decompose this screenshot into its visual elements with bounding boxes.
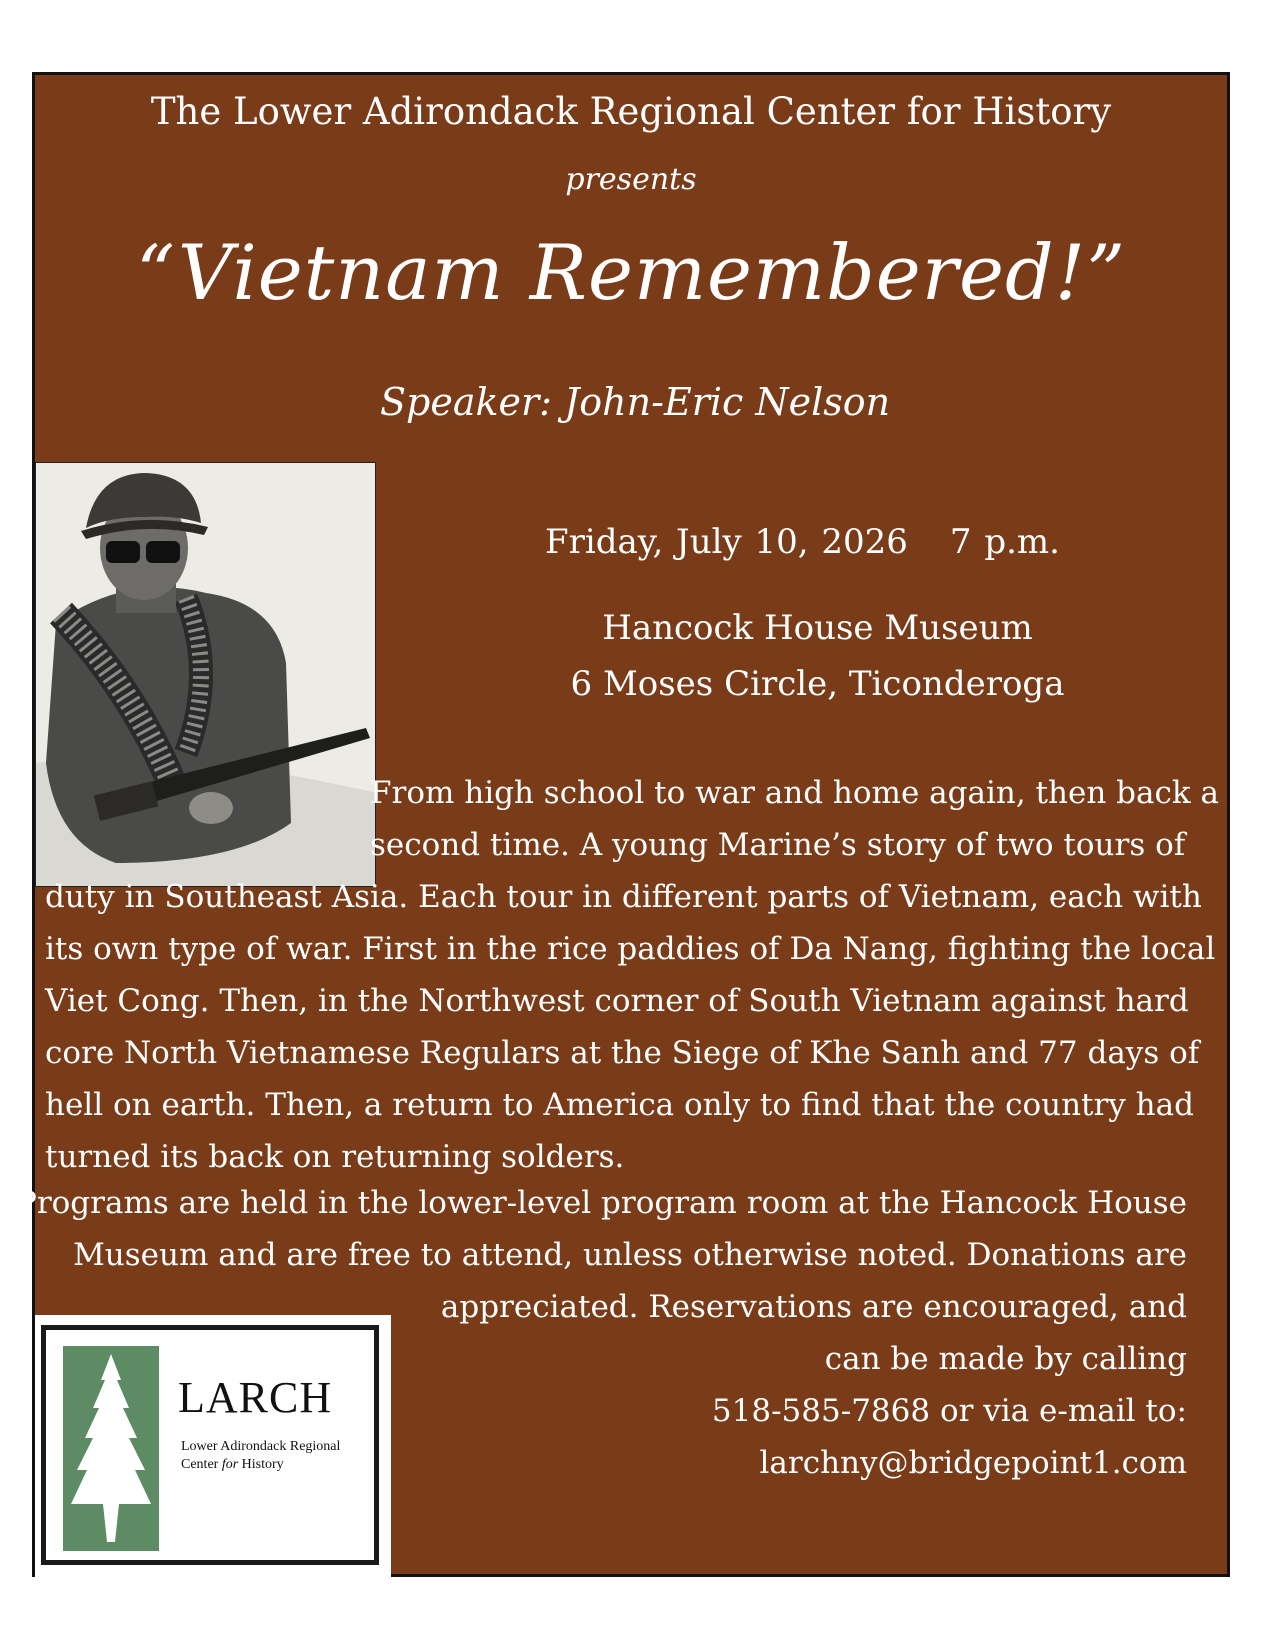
event-flyer bbox=[15, 72, 1230, 1577]
logo-subtitle-line-1: Lower Adirondack Regional bbox=[181, 1439, 341, 1454]
event-description bbox=[45, 767, 1225, 1183]
logo-sub-center: Center bbox=[181, 1457, 222, 1472]
speaker-line: Speaker: John-Eric Nelson bbox=[380, 380, 891, 424]
logo-sub-history: History bbox=[238, 1457, 284, 1472]
contact-email[interactable]: larchny@bridgepoint1.com bbox=[759, 1445, 1187, 1481]
tree-icon bbox=[63, 1346, 159, 1551]
event-time: 7 p.m. bbox=[949, 522, 1060, 562]
logo-frame bbox=[41, 1325, 379, 1565]
presents-label: presents bbox=[565, 162, 697, 197]
description-text: From high school to war and home again, then back a second time. A young Marine’s story of two tours of duty in Southeast Asia. Each tour in different parts of Vietnam, each with its own type of war. First in the rice paddies of Da Nang, fighting the local Viet Cong. Then, in the Northwest corner of South Vietnam against hard core North Vietnamese Regulars at the Siege of Khe Sanh and 77 days of hell on earth. Then, a return to America only to find that the country had turned its back on returning solders. bbox=[45, 775, 1219, 1175]
logo-name: LARCH bbox=[178, 1373, 333, 1422]
logo-subtitle bbox=[181, 1438, 340, 1474]
organization-name: The Lower Adirondack Regional Center for History bbox=[150, 90, 1112, 133]
contact-line-1: can be made by calling bbox=[824, 1341, 1187, 1377]
programs-note: Programs are held in the lower-level program room at the Hancock House Museum and are free to attend, unless otherwise noted. Donations are appreciated. Reservations are encouraged, and bbox=[15, 1185, 1187, 1325]
contact-info bbox=[712, 1333, 1187, 1489]
larch-logo bbox=[35, 1315, 391, 1580]
event-date: Friday, July 10, 2026 bbox=[545, 522, 908, 562]
event-title: “Vietnam Remembered!” bbox=[135, 228, 1127, 317]
contact-phone-line: 518-585-7868 or via e-mail to: bbox=[711, 1393, 1187, 1429]
logo-subtitle-line-2 bbox=[181, 1456, 340, 1474]
event-venue: Hancock House Museum bbox=[602, 608, 1033, 648]
event-datetime bbox=[545, 522, 1060, 562]
event-address: 6 Moses Circle, Ticonderoga bbox=[570, 664, 1065, 704]
logo-sub-for: for bbox=[221, 1457, 239, 1472]
